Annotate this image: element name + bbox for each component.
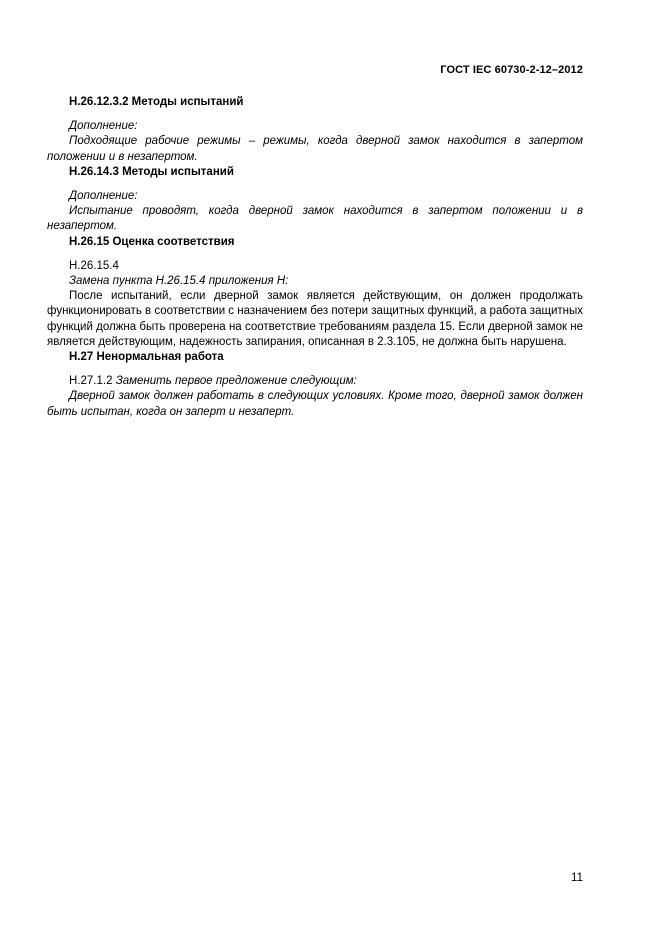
section-text: Испытание проводят, когда дверной замок находится в запертом положении и в незапертом. (47, 205, 583, 233)
page-number: 11 (571, 872, 583, 884)
addition-label: Дополнение: (69, 190, 138, 203)
section-heading-h26-14-3: Н.26.14.3 Методы испытаний (69, 165, 234, 178)
document-body (47, 95, 583, 420)
clause-number: Н.27.1.2 (69, 375, 113, 388)
section-text: После испытаний, если дверной замок является действующим, он должен продолжать функционировать в соответствии с назначением без потери защитных функций, а работа защитных функций должна быть проверена на соответствие требованиям раздела 15. Если дверной замок не является действующим, надежность запирания, описанная в 2.3.105, не должна быть нарушена. (47, 290, 583, 348)
replacement-note: Замена пункта Н.26.15.4 приложения Н: (69, 275, 289, 288)
section-heading-h26-12-3-2: Н.26.12.3.2 Методы испытаний (69, 96, 244, 108)
clause-with-note (47, 374, 583, 389)
section-text: Подходящие рабочие режимы – режимы, когда дверной замок находится в запертом положении и в незапертом. (47, 135, 583, 163)
section-heading-h26-15: Н.26.15 Оценка соответствия (69, 235, 235, 248)
section-heading-h27: Н.27 Ненормальная работа (69, 351, 224, 364)
section-text: Дверной замок должен работать в следующих условиях. Кроме того, дверной замок должен быть испытан, когда он заперт и незаперт. (47, 390, 583, 418)
replacement-note: Заменить первое предложение следующим: (115, 375, 357, 388)
addition-label: Дополнение: (69, 120, 138, 133)
document-code-header: ГОСТ IEC 60730-2-12–2012 (440, 64, 583, 76)
clause-number: Н.26.15.4 (69, 259, 119, 272)
